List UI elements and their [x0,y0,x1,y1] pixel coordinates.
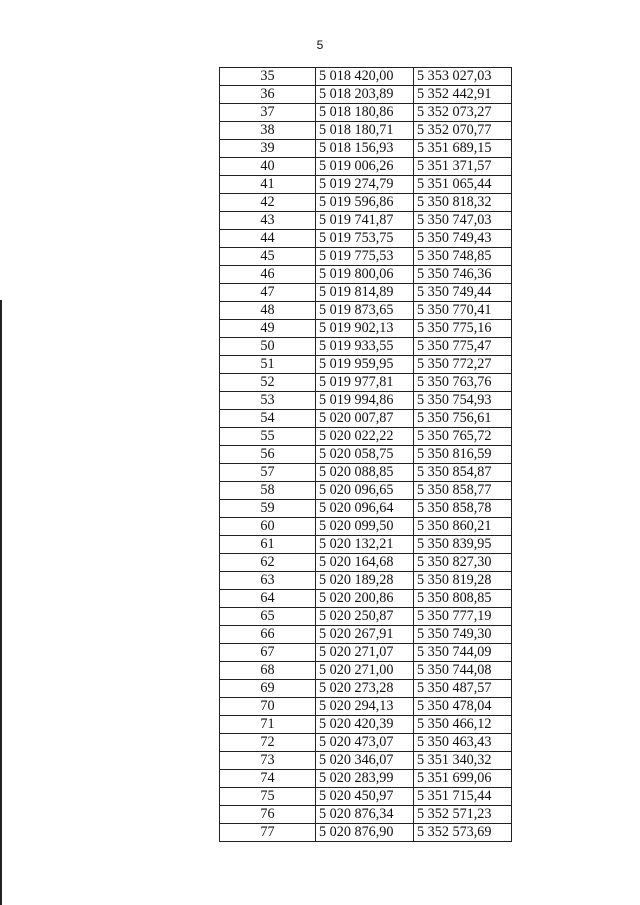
x-coordinate-cell: 5 018 180,71 [316,122,414,140]
point-number-cell: 48 [220,302,316,320]
x-coordinate-cell: 5 020 250,87 [316,608,414,626]
point-number-cell: 42 [220,194,316,212]
x-coordinate-cell: 5 020 096,65 [316,482,414,500]
point-number-cell: 72 [220,734,316,752]
x-coordinate-cell: 5 020 088,85 [316,464,414,482]
point-number-cell: 66 [220,626,316,644]
table-row [220,248,512,266]
point-number-cell: 63 [220,572,316,590]
point-number-cell: 47 [220,284,316,302]
table-row [220,536,512,554]
point-number-cell: 76 [220,806,316,824]
y-coordinate-cell: 5 352 573,69 [414,824,512,842]
x-coordinate-cell: 5 020 200,86 [316,590,414,608]
table-row [220,788,512,806]
coordinates-table [219,67,512,842]
table-row [220,500,512,518]
point-number-cell: 60 [220,518,316,536]
x-coordinate-cell: 5 020 132,21 [316,536,414,554]
table-row [220,68,512,86]
table-row [220,86,512,104]
y-coordinate-cell: 5 351 340,32 [414,752,512,770]
table-row [220,824,512,842]
x-coordinate-cell: 5 020 271,07 [316,644,414,662]
table-row [220,716,512,734]
point-number-cell: 55 [220,428,316,446]
point-number-cell: 67 [220,644,316,662]
y-coordinate-cell: 5 350 827,30 [414,554,512,572]
y-coordinate-cell: 5 351 689,15 [414,140,512,158]
y-coordinate-cell: 5 350 808,85 [414,590,512,608]
y-coordinate-cell: 5 352 442,91 [414,86,512,104]
x-coordinate-cell: 5 019 006,26 [316,158,414,176]
x-coordinate-cell: 5 019 902,13 [316,320,414,338]
x-coordinate-cell: 5 018 156,93 [316,140,414,158]
y-coordinate-cell: 5 350 775,47 [414,338,512,356]
y-coordinate-cell: 5 350 770,41 [414,302,512,320]
point-number-cell: 74 [220,770,316,788]
y-coordinate-cell: 5 350 754,93 [414,392,512,410]
x-coordinate-cell: 5 020 267,91 [316,626,414,644]
y-coordinate-cell: 5 350 744,09 [414,644,512,662]
y-coordinate-cell: 5 351 699,06 [414,770,512,788]
table-row [220,194,512,212]
point-number-cell: 62 [220,554,316,572]
x-coordinate-cell: 5 019 596,86 [316,194,414,212]
table-row [220,122,512,140]
x-coordinate-cell: 5 018 203,89 [316,86,414,104]
coordinates-table-body [220,68,512,842]
table-row [220,392,512,410]
table-row [220,770,512,788]
table-row [220,806,512,824]
table-row [220,662,512,680]
x-coordinate-cell: 5 019 814,89 [316,284,414,302]
x-coordinate-cell: 5 019 775,53 [316,248,414,266]
scan-edge-line [0,300,2,905]
table-row [220,320,512,338]
y-coordinate-cell: 5 350 756,61 [414,410,512,428]
point-number-cell: 65 [220,608,316,626]
table-row [220,230,512,248]
x-coordinate-cell: 5 019 959,95 [316,356,414,374]
x-coordinate-cell: 5 020 450,97 [316,788,414,806]
x-coordinate-cell: 5 019 800,06 [316,266,414,284]
point-number-cell: 58 [220,482,316,500]
y-coordinate-cell: 5 350 487,57 [414,680,512,698]
y-coordinate-cell: 5 350 749,30 [414,626,512,644]
table-row [220,572,512,590]
y-coordinate-cell: 5 350 858,78 [414,500,512,518]
x-coordinate-cell: 5 020 058,75 [316,446,414,464]
x-coordinate-cell: 5 019 977,81 [316,374,414,392]
x-coordinate-cell: 5 020 007,87 [316,410,414,428]
point-number-cell: 38 [220,122,316,140]
y-coordinate-cell: 5 350 818,32 [414,194,512,212]
y-coordinate-cell: 5 350 854,87 [414,464,512,482]
table-row [220,140,512,158]
point-number-cell: 61 [220,536,316,554]
y-coordinate-cell: 5 350 860,21 [414,518,512,536]
point-number-cell: 53 [220,392,316,410]
y-coordinate-cell: 5 350 816,59 [414,446,512,464]
y-coordinate-cell: 5 350 478,04 [414,698,512,716]
table-row [220,482,512,500]
y-coordinate-cell: 5 350 839,95 [414,536,512,554]
y-coordinate-cell: 5 350 748,85 [414,248,512,266]
table-row [220,554,512,572]
y-coordinate-cell: 5 350 746,36 [414,266,512,284]
table-row [220,212,512,230]
table-row [220,410,512,428]
y-coordinate-cell: 5 350 775,16 [414,320,512,338]
x-coordinate-cell: 5 020 876,90 [316,824,414,842]
point-number-cell: 52 [220,374,316,392]
table-row [220,680,512,698]
x-coordinate-cell: 5 020 283,99 [316,770,414,788]
table-row [220,338,512,356]
table-row [220,644,512,662]
x-coordinate-cell: 5 019 753,75 [316,230,414,248]
point-number-cell: 64 [220,590,316,608]
y-coordinate-cell: 5 350 466,12 [414,716,512,734]
x-coordinate-cell: 5 019 873,65 [316,302,414,320]
table-row [220,464,512,482]
point-number-cell: 59 [220,500,316,518]
y-coordinate-cell: 5 351 715,44 [414,788,512,806]
y-coordinate-cell: 5 352 571,23 [414,806,512,824]
point-number-cell: 73 [220,752,316,770]
table-row [220,608,512,626]
point-number-cell: 37 [220,104,316,122]
point-number-cell: 77 [220,824,316,842]
y-coordinate-cell: 5 350 777,19 [414,608,512,626]
table-row [220,428,512,446]
point-number-cell: 41 [220,176,316,194]
point-number-cell: 36 [220,86,316,104]
y-coordinate-cell: 5 353 027,03 [414,68,512,86]
table-row [220,284,512,302]
y-coordinate-cell: 5 350 749,43 [414,230,512,248]
table-row [220,302,512,320]
table-row [220,590,512,608]
x-coordinate-cell: 5 020 420,39 [316,716,414,734]
x-coordinate-cell: 5 018 420,00 [316,68,414,86]
point-number-cell: 71 [220,716,316,734]
y-coordinate-cell: 5 350 765,72 [414,428,512,446]
x-coordinate-cell: 5 020 473,07 [316,734,414,752]
table-row [220,752,512,770]
y-coordinate-cell: 5 350 858,77 [414,482,512,500]
x-coordinate-cell: 5 019 741,87 [316,212,414,230]
y-coordinate-cell: 5 350 819,28 [414,572,512,590]
point-number-cell: 43 [220,212,316,230]
x-coordinate-cell: 5 020 189,28 [316,572,414,590]
point-number-cell: 46 [220,266,316,284]
table-row [220,626,512,644]
x-coordinate-cell: 5 020 273,28 [316,680,414,698]
point-number-cell: 45 [220,248,316,266]
table-row [220,374,512,392]
table-row [220,104,512,122]
x-coordinate-cell: 5 020 099,50 [316,518,414,536]
table-row [220,176,512,194]
x-coordinate-cell: 5 020 346,07 [316,752,414,770]
y-coordinate-cell: 5 352 070,77 [414,122,512,140]
point-number-cell: 44 [220,230,316,248]
table-row [220,266,512,284]
y-coordinate-cell: 5 350 772,27 [414,356,512,374]
y-coordinate-cell: 5 350 749,44 [414,284,512,302]
x-coordinate-cell: 5 020 271,00 [316,662,414,680]
point-number-cell: 69 [220,680,316,698]
page-number: 5 [316,38,324,52]
x-coordinate-cell: 5 019 274,79 [316,176,414,194]
y-coordinate-cell: 5 350 763,76 [414,374,512,392]
point-number-cell: 75 [220,788,316,806]
y-coordinate-cell: 5 350 744,08 [414,662,512,680]
table-row [220,356,512,374]
point-number-cell: 35 [220,68,316,86]
y-coordinate-cell: 5 350 463,43 [414,734,512,752]
x-coordinate-cell: 5 020 294,13 [316,698,414,716]
x-coordinate-cell: 5 019 933,55 [316,338,414,356]
y-coordinate-cell: 5 351 065,44 [414,176,512,194]
x-coordinate-cell: 5 020 164,68 [316,554,414,572]
point-number-cell: 40 [220,158,316,176]
point-number-cell: 54 [220,410,316,428]
y-coordinate-cell: 5 351 371,57 [414,158,512,176]
x-coordinate-cell: 5 020 096,64 [316,500,414,518]
x-coordinate-cell: 5 020 022,22 [316,428,414,446]
point-number-cell: 49 [220,320,316,338]
point-number-cell: 57 [220,464,316,482]
y-coordinate-cell: 5 350 747,03 [414,212,512,230]
x-coordinate-cell: 5 018 180,86 [316,104,414,122]
x-coordinate-cell: 5 020 876,34 [316,806,414,824]
x-coordinate-cell: 5 019 994,86 [316,392,414,410]
table-row [220,698,512,716]
point-number-cell: 70 [220,698,316,716]
table-row [220,734,512,752]
table-row [220,518,512,536]
table-row [220,446,512,464]
point-number-cell: 56 [220,446,316,464]
point-number-cell: 68 [220,662,316,680]
y-coordinate-cell: 5 352 073,27 [414,104,512,122]
point-number-cell: 50 [220,338,316,356]
point-number-cell: 51 [220,356,316,374]
table-row [220,158,512,176]
point-number-cell: 39 [220,140,316,158]
